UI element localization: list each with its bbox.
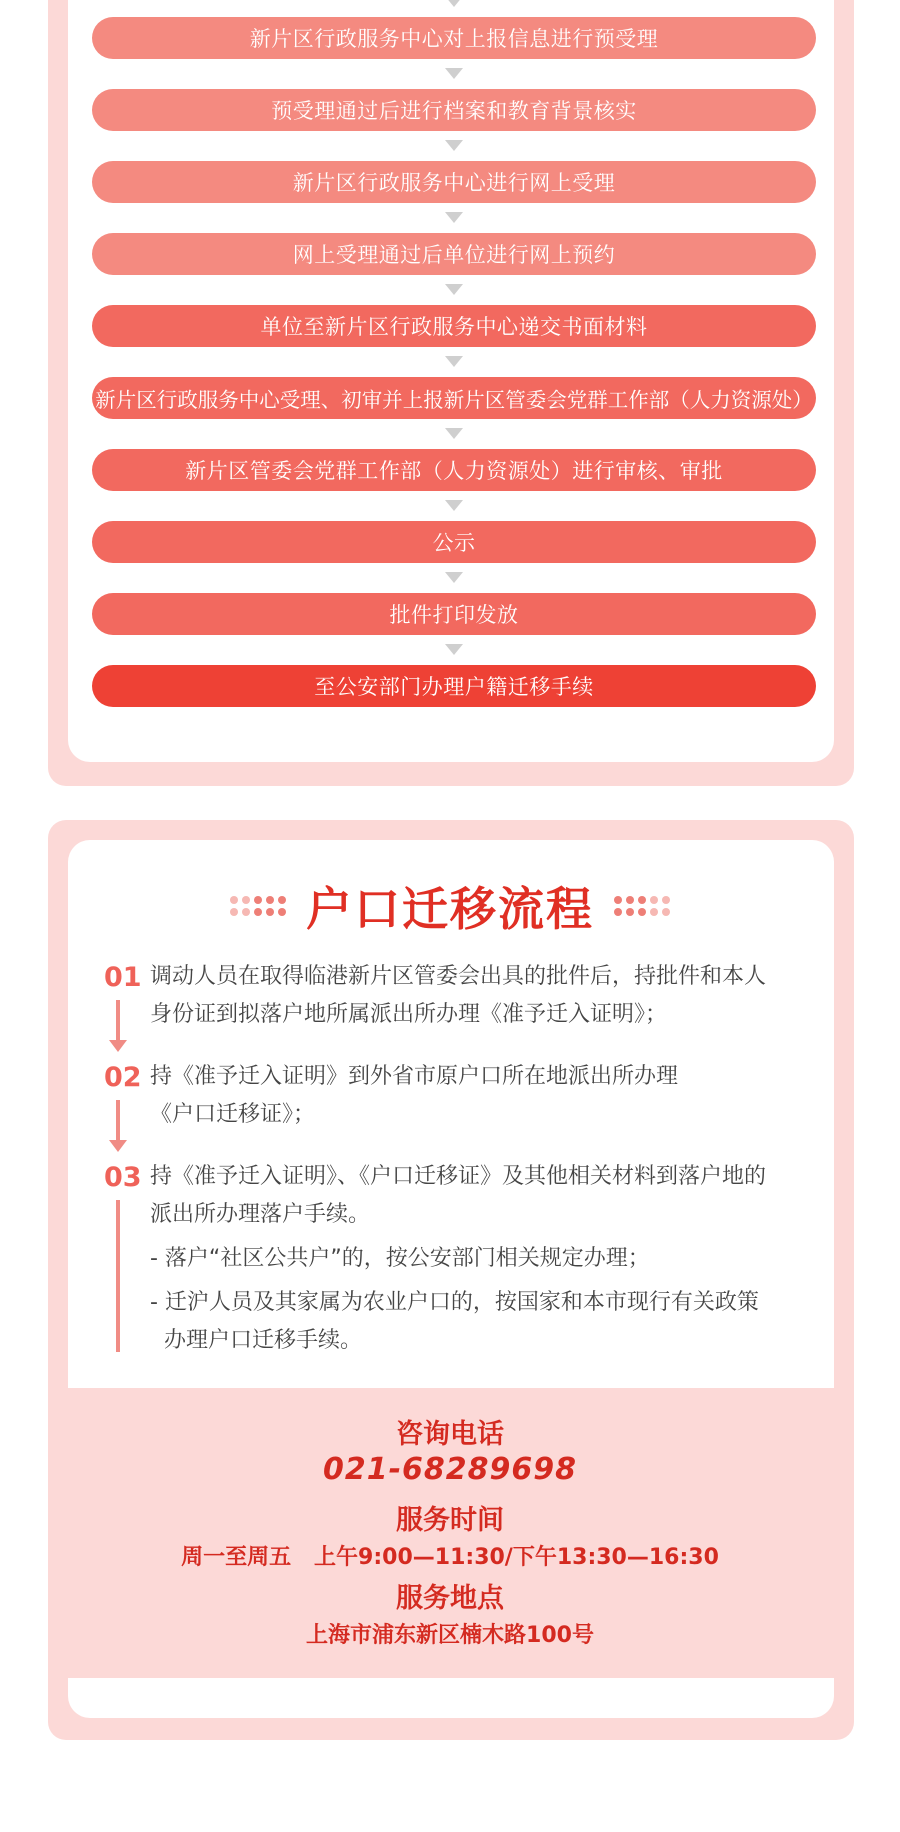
migration-card-footer-strip [68,1678,834,1718]
step-arrow-icon [445,356,463,367]
step-arrow-icon [445,500,463,511]
connector-line [116,1000,120,1042]
step-2: 预受理通过后进行档案和教育背景核实 [92,89,816,131]
step-10: 至公安部门办理户籍迁移手续 [92,665,816,707]
step-9: 批件打印发放 [92,593,816,635]
hours-value: 周一至周五 上午9:00—11:30/下午13:30—16:30 [181,1545,719,1570]
item-text: 调动人员在取得临港新片区管委会出具的批件后，持批件和本人 身份证到拟落户地所属派出所办理《准予迁入证明》； [150,964,767,1027]
item-number: 02 [104,1062,142,1093]
step-arrow-icon [445,212,463,223]
step-arrow-icon [445,644,463,655]
item-number: 01 [104,962,142,993]
hours-label: 服务时间 [396,1505,504,1536]
step-7: 新片区管委会党群工作部（人力资源处）进行审核、审批 [92,449,816,491]
item-text: 持《准予迁入证明》到外省市原户口所在地派出所办理 《户口迁移证》； [150,1064,679,1127]
step-arrow-icon [445,140,463,151]
item-text: 持《准予迁入证明》、《户口迁移证》及其他相关材料到落户地的 派出所办理落户手续。 - 落户“社区公共户”的，按公安部门相关规定办理； - 迁沪人员及其家属为农业户口的，按国家和本市现行有关政策 办理户口迁移手续。 [150,1164,767,1353]
step-8: 公示 [92,521,816,563]
step-arrow-icon [445,284,463,295]
decor-dots-icon [230,896,286,916]
section-heading [0,876,900,936]
arrow-down-icon [109,1040,127,1052]
step-3: 新片区行政服务中心进行网上受理 [92,161,816,203]
decor-dots-icon [614,896,670,916]
phone-label: 咨询电话 [396,1419,504,1450]
address-label: 服务地点 [396,1583,504,1614]
phone-number: 021-68289698 [322,1452,578,1487]
step-1: 新片区行政服务中心对上报信息进行预受理 [92,17,816,59]
section-title: 户口迁移流程 [306,882,594,936]
step-4: 网上受理通过后单位进行网上预约 [92,233,816,275]
step-arrow-icon [445,0,463,7]
step-arrow-icon [445,68,463,79]
step-arrow-icon [445,428,463,439]
item-number: 03 [104,1162,142,1193]
address-value: 上海市浦东新区楠木路100号 [306,1623,594,1648]
connector-line [116,1100,120,1142]
connector-line [116,1200,120,1352]
step-5: 单位至新片区行政服务中心递交书面材料 [92,305,816,347]
step-6: 新片区行政服务中心受理、初审并上报新片区管委会党群工作部（人力资源处） [92,377,816,419]
step-arrow-icon [445,572,463,583]
arrow-down-icon [109,1140,127,1152]
